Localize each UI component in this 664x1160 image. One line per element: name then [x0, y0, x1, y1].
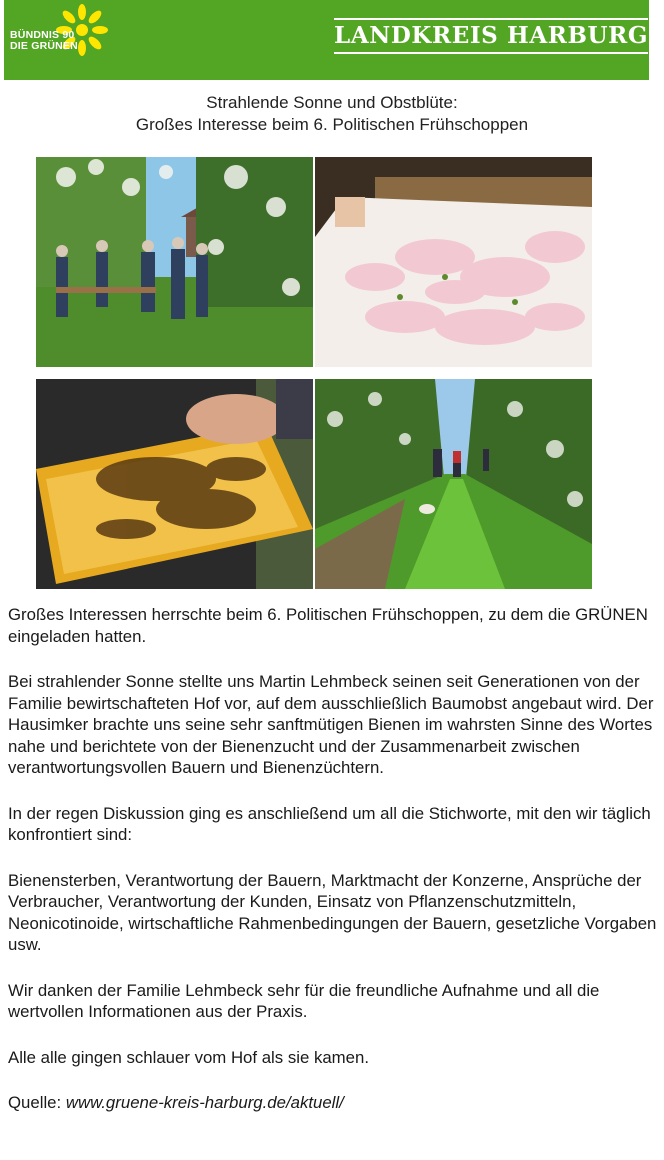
region-title-block	[334, 18, 648, 54]
photo-collage	[36, 157, 592, 589]
headline-line-2: Großes Interesse beim 6. Politischen Frühschoppen	[135, 115, 529, 134]
honeycomb-frame-photo	[36, 379, 313, 589]
article-paragraph-4: Bienensterben, Verantwortung der Bauern, Marktmacht der Konzerne, Ansprüche der Verbraucher, Verantwortung der Kunden, Einsatz von Pflanzenschutzmitteln, Neonicotinoide, wirtschaftliche Rahmenbedingungen der Bauern, gesetzliche Vorgaben usw.	[8, 870, 657, 954]
party-logo-text	[10, 30, 78, 52]
article-paragraph-1: Großes Interessen herrschte beim 6. Politischen Frühschoppen, zu dem die GRÜNEN eingeladen hatten.	[8, 605, 648, 646]
source-line	[8, 1092, 662, 1114]
article-paragraph-5: Wir danken der Familie Lehmbeck sehr für die freundliche Aufnahme und all die wertvollen Informationen aus der Praxis.	[8, 980, 600, 1021]
page-title	[0, 92, 664, 136]
logo-line-2: DIE GRÜNEN	[10, 40, 78, 52]
article-paragraph-3: In der regen Diskussion ging es anschließend um all die Stichworte, mit den wir täglich konfrontiert sind:	[8, 803, 651, 844]
logo-line-1: BÜNDNIS 90	[10, 29, 75, 41]
orchard-rows-photo	[315, 379, 592, 589]
region-title: LANDKREIS HARBURG	[334, 22, 649, 49]
orchard-gathering-photo	[36, 157, 313, 367]
petals-tray-photo	[315, 157, 592, 367]
headline-line-1: Strahlende Sonne und Obstblüte:	[206, 93, 458, 112]
source-link[interactable]: www.gruene-kreis-harburg.de/aktuell/	[65, 1093, 344, 1112]
region-title-rule-bottom	[334, 52, 648, 54]
header-banner	[4, 0, 649, 80]
article-paragraph-2: Bei strahlender Sonne stellte uns Martin Lehmbeck seinen seit Generationen von der Familie bewirtschafteten Hof vor, auf dem ausschließlich Baumobst angebaut wird. Der Hausimker brachte uns seine sehr sanftmütigen Bienen im wahrsten Sinne des Wortes nahe und berichtete von der Bienenzucht und der Zusammenarbeit zwischen verantwortungsvollen Bauern und Bienenzüchtern.	[8, 672, 654, 777]
article-body	[8, 604, 662, 1138]
article-paragraph-6: Alle alle gingen schlauer vom Hof als sie kamen.	[8, 1047, 369, 1067]
source-label: Quelle:	[8, 1093, 62, 1112]
